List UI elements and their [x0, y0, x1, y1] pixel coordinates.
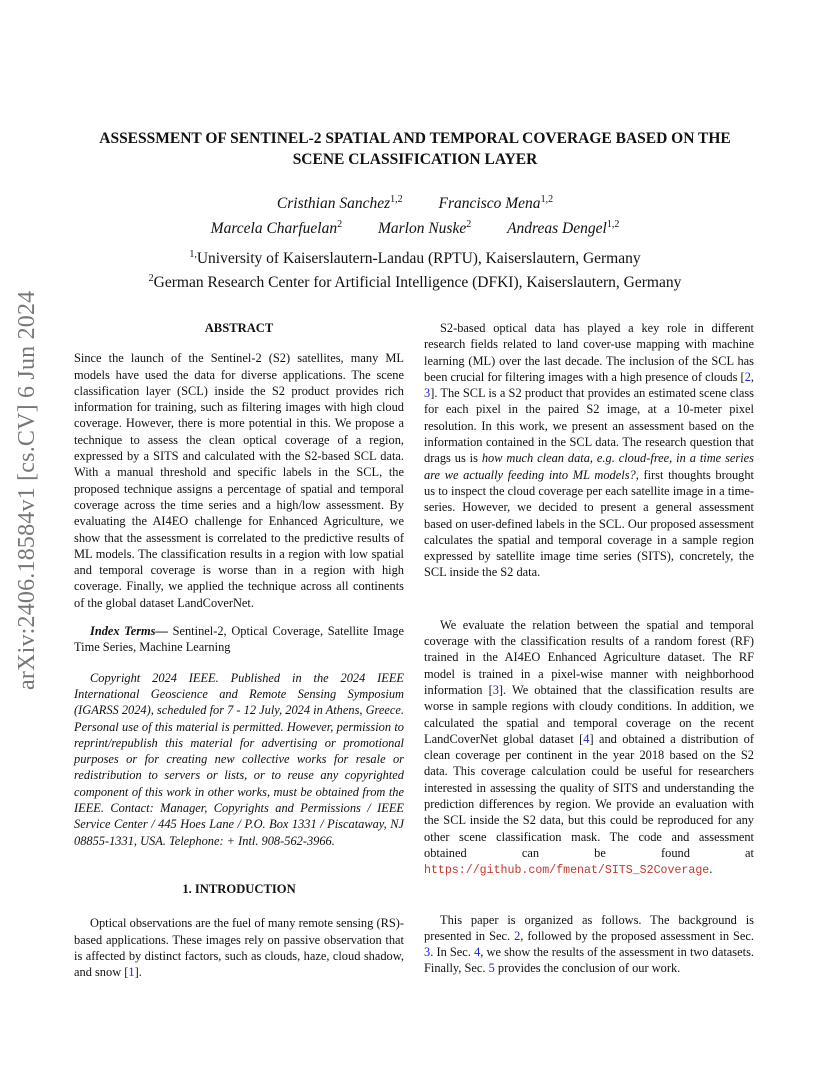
author: Cristhian Sanchez$^{1,2}$ [276, 194, 403, 213]
copyright-notice: Copyright 2024 IEEE. Published in the 2024 IEEE International Geoscience and Remote Sensing Symposium (IGARSS 2024), scheduled for 7 - 12 July, 2024 in Athens, Greece. Personal use of this material is permitted. However, permission to reprint/republish this material for advertising or promotional purposes or for creating new collective works for resale or redistribution to servers or lists, or to reuse any copyrighted component of this work in other works, must be obtained from the IEEE. Contact: Manager, Copyrights and Permissions / IEEE Service Center / 445 Hoes Lane / P.O. Box 1331 / Piscataway, NJ 08855-1331, USA. Telephone: + Intl. 908-562-3966. [74, 670, 404, 848]
author: Francisco Mena$^{1,2}$ [438, 194, 554, 213]
paper-title [60, 128, 770, 170]
citation-link[interactable]: 1 [128, 965, 135, 980]
author-list [60, 189, 770, 239]
paragraph-1: S2-based optical data has played a key role in different research fields related to land cover-use mapping with machine learning (ML) over the last decade. The inclusion of the SCL has been crucial for filtering images with a high presence of clouds [2, 3]. The SCL is a S2 product that provides an estimated scene class for each pixel in the paired S2 image, at a 10-meter pixel resolution. In this work, we present an assessment based on the information contained in the SCL data. The research question that drags us is how much clean data, e.g. cloud-free, in a time series are we actually feeding into ML models?, first thoughts brought us to inspect the cloud coverage per each satellite image in a time-series. However, we decided to present a general assessment based on user-defined labels in the SCL. Our proposed assessment calculates the spatial and temporal coverage in a sample region expressed by satellite image time series (SITS), concretely, the SCL inside the S2 data. [424, 321, 754, 580]
author: Marcela Charfuelan$^2$ [210, 219, 343, 238]
affiliations [60, 245, 770, 293]
citation-link[interactable]: 2 [744, 369, 751, 384]
left-column [74, 320, 404, 980]
section-link[interactable]: 3 [424, 945, 431, 960]
section-link[interactable]: 4 [474, 945, 481, 960]
paragraph-2: We evaluate the relation between the spatial and temporal coverage with the classification results of a random forest (RF) trained in the AI4EO Enhanced Agriculture dataset. The RF model is trained in a pixel-wise manner with neighborhood information [3]. We obtained that the classification results are worse in sample regions with cloudy conditions. In addition, we calculated the spatial and temporal coverage on the recent LandCoverNet global dataset [4] and obtained a distribution of clean coverage per continent in the year 2018 based on the S2 data. This coverage calculation could be useful for researchers interested in assessing the quality of SITS and understanding the prediction differences by region. We provide an evaluation with the SCL inside the S2 data, but this could be reproduced for any other scene classification mask. The code and assessment obtained can be found at https://github.com/fmenat/SITS_S2Coverage. [424, 617, 754, 878]
section-link[interactable]: 5 [488, 961, 495, 976]
abstract-heading: ABSTRACT [204, 321, 274, 335]
paragraph-3: This paper is organized as follows. The background is presented in Sec. 2, followed by the proposed assessment in Sec. 3. In Sec. 4, we show the results of the assessment in two datasets. Finally, Sec. 5 provides the conclusion of our work. [424, 912, 754, 976]
arxiv-margin-id: arXiv:2406.18584v1 [cs.CV] 6 Jun 2024 [14, 290, 40, 690]
section-link[interactable]: 2 [514, 928, 521, 943]
abstract-text: Since the launch of the Sentinel-2 (S2) satellites, many ML models have used the data for diverse applications. The scene classification layer (SCL) inside the S2 product provides rich information for training, such as filtering images with high cloud coverage. However, there is more potential in this. We propose a technique to assess the clean optical coverage of a region, expressed by a SITS and calculated with the S2-based SCL data. With a manual threshold and specific labels in the SCL, the proposed technique assigns a percentage of spatial and temporal coverage across the time series and a high/low assessment. By evaluating the AI4EO challenge for Enhanced Agriculture, we show that the assessment is correlated to the predictive results of ML models. The classification results in a region with low spatial and temporal coverage is worse than in a region with high coverage. Finally, we applied the technique across all continents of the global dataset LandCoverNet. [74, 351, 404, 610]
citation-link[interactable]: 4 [583, 731, 590, 746]
code-repository-link[interactable]: https://github.com/fmenat/SITS_S2Coverage [424, 864, 710, 878]
right-column [424, 320, 754, 977]
author: Marlon Nuske$^2$ [377, 219, 472, 238]
title-line-1: ASSESSMENT OF SENTINEL-2 SPATIAL AND TEMPORAL COVERAGE BASED ON THE [99, 130, 731, 147]
title-line-2: SCENE CLASSIFICATION LAYER [292, 151, 538, 168]
citation-link[interactable]: 3 [424, 386, 431, 401]
index-terms: Index Terms— Sentinel-2, Optical Coverage, Satellite Image Time Series, Machine Learning [74, 624, 404, 655]
intro-paragraph: Optical observations are the fuel of many remote sensing (RS)-based applications. These images rely on passive observation that is affected by distinct factors, such as clouds, haze, cloud shadow, and snow [1]. [74, 916, 404, 980]
author: Andreas Dengel$^{1,2}$ [507, 219, 620, 238]
section-heading-introduction: 1. INTRODUCTION [182, 881, 296, 896]
affiliation-2: $^2$German Research Center for Artificial Intelligence (DFKI), Kaiserslautern, Germany [148, 273, 682, 292]
affiliation-1: $^{1,}$University of Kaiserslautern-Landau (RPTU), Kaiserslautern, Germany [189, 249, 641, 268]
citation-link[interactable]: 3 [492, 682, 499, 697]
